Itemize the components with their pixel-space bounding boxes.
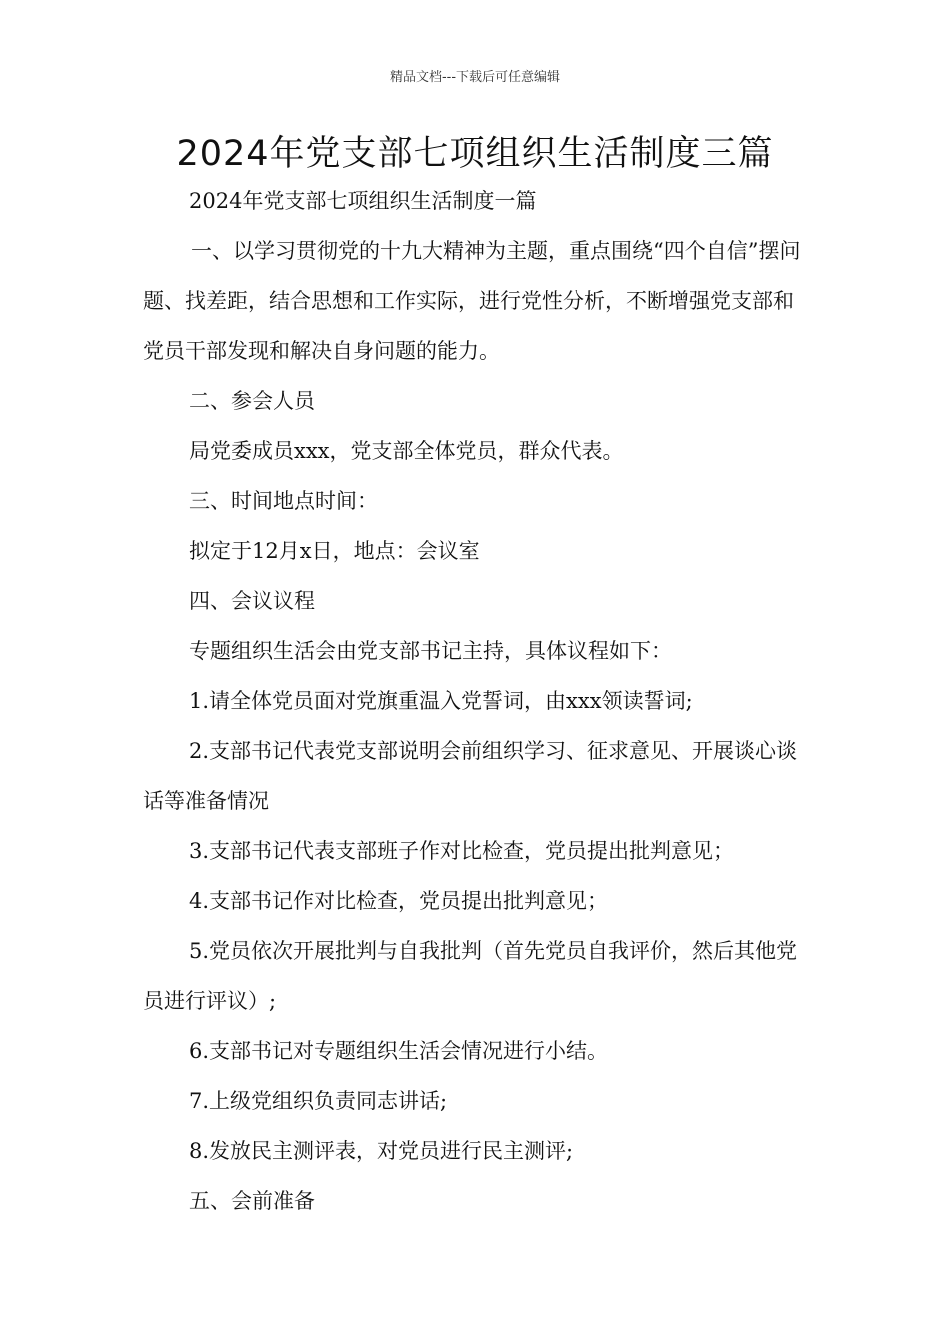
paragraph-1: 一、以学习贯彻党的十九大精神为主题，重点围绕“四个自信”摆问题、找差距，结合思想和工作实际，进行党性分析，不断增强党支部和党员干部发现和解决自身问题的能力。 [143,239,801,363]
paragraph-attendees: 局党委成员xxx，党支部全体党员，群众代表。 [189,439,624,463]
agenda-item-4: 4.支部书记作对比检查，党员提出批判意见； [189,889,609,913]
agenda-item-2: 2.支部书记代表党支部说明会前组织学习、征求意见、开展谈心谈话等准备情况 [143,739,798,813]
paragraph-heading-4: 四、会议议程 [189,589,315,613]
paragraph-heading-5: 五、会前准备 [189,1189,315,1213]
paragraph-heading-2: 二、参会人员 [189,389,315,413]
paragraph-time-place: 拟定于12月x日，地点：会议室 [189,539,480,563]
page-header: 精品文档---下载后可任意编辑 [389,70,561,85]
agenda-item-1: 1.请全体党员面对党旗重温入党誓词，由xxx领读誓词; [189,689,693,713]
document-body [143,176,808,1226]
agenda-item-8: 8.发放民主测评表，对党员进行民主测评; [189,1139,574,1163]
paragraph-heading-3: 三、时间地点时间： [189,489,378,513]
agenda-item-3: 3.支部书记代表支部班子作对比检查，党员提出批判意见； [189,839,735,863]
agenda-item-7: 7.上级党组织负责同志讲话; [189,1089,448,1113]
document-title: 2024年党支部七项组织生活制度三篇 [176,134,774,174]
paragraph-agenda-intro: 专题组织生活会由党支部书记主持，具体议程如下： [189,639,672,663]
paragraph-subtitle: 2024年党支部七项组织生活制度一篇 [189,189,537,213]
agenda-item-5: 5.党员依次开展批判与自我批判（首先党员自我评价，然后其他党员进行评议）; [143,939,798,1013]
agenda-item-6: 6.支部书记对专题组织生活会情况进行小结。 [189,1039,609,1063]
